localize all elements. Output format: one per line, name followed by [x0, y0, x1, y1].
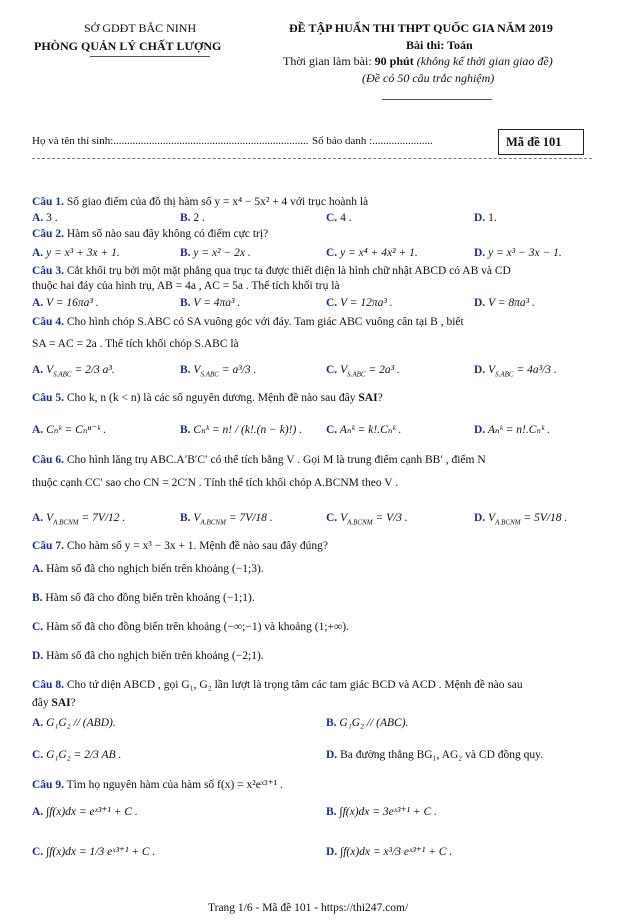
- option-subscript: A.BCNM: [495, 518, 521, 527]
- option-v: V: [190, 364, 201, 376]
- question-text: Cho k, n (k < n) là các số nguyên dương. Mệnh đề nào sau đây: [63, 392, 359, 404]
- option-label: B.: [180, 424, 191, 436]
- option-label: C.: [32, 846, 44, 858]
- option-d: [474, 424, 550, 437]
- option-v: V: [43, 512, 54, 524]
- question-4-line-2: SA = AC = 2a . Thể tích khối chóp S.ABC là: [32, 338, 239, 350]
- option-text: ∫f(x)dx = x³/3 eˣ³⁺¹ + C .: [337, 846, 453, 858]
- question-text: Cho hình lăng trụ ABC.A′B′C′ có thể tích bằng V . Gọi M là trung điểm cạnh BB′ , điểm N: [63, 454, 486, 466]
- option-label: B.: [180, 247, 191, 259]
- option-text: Hàm số đã cho nghịch biến trên khoảng (−1;3).: [43, 563, 264, 575]
- option-subscript: S.ABC: [200, 370, 219, 379]
- option-a: [32, 364, 115, 378]
- candidate-rule: [32, 158, 592, 159]
- option-label: B.: [180, 364, 191, 376]
- question-3: [32, 265, 511, 278]
- option-label: C.: [326, 424, 338, 436]
- option-c: [32, 749, 121, 762]
- option-label: A.: [32, 512, 44, 524]
- option-d: [326, 846, 452, 859]
- option-text: = 5V/18 .: [520, 512, 568, 524]
- option-label: A.: [32, 212, 44, 224]
- option-text: = 2/3 a³.: [71, 364, 115, 376]
- option-d: [474, 212, 497, 225]
- option-v: V: [190, 512, 201, 524]
- question-text: Cắt khối trụ bởi một mặt phẳng qua trục ta được thiết diện là hình chữ nhật ABCD có AB và CD: [63, 265, 511, 277]
- option-b: [180, 424, 302, 437]
- option-b: [180, 364, 256, 378]
- option-label: D.: [32, 650, 44, 662]
- option-c: [326, 512, 408, 526]
- option-text: G₁G₂ // (ABD).: [43, 717, 116, 729]
- question-3-line-2: thuộc hai đáy của hình trụ, AB = 4a , AC = 5a . Thể tích khối trụ là: [32, 280, 340, 292]
- option-label: B.: [326, 717, 337, 729]
- option-a: [32, 297, 99, 310]
- option-c: [326, 364, 400, 378]
- question-label: Câu 9.: [32, 779, 64, 791]
- option-subscript: A.BCNM: [347, 518, 373, 527]
- option-text: = a³/3 .: [218, 364, 257, 376]
- time-value: 90 phút: [374, 54, 414, 68]
- option-label: D.: [474, 212, 486, 224]
- question-text: Cho hình chóp S.ABC có SA vuông góc với đáy. Tam giác ABC vuông cân tại B , biết: [63, 316, 464, 328]
- question-text: Cho hàm số y = x³ − 3x + 1. Mệnh đề nào sau đây đúng?: [63, 540, 329, 552]
- option-subscript: S.ABC: [495, 370, 514, 379]
- option-label: C.: [326, 512, 338, 524]
- option-c: [32, 846, 155, 859]
- option-label: A.: [32, 247, 44, 259]
- option-c: [326, 212, 352, 225]
- candidate-id-label: Số báo danh :......................: [312, 135, 433, 147]
- option-text: V = 16πa³ .: [43, 297, 99, 309]
- question-end: ?: [377, 392, 383, 404]
- question-label: Câu 5.: [32, 392, 64, 404]
- question-4: [32, 316, 464, 329]
- question-label: Câu 6.: [32, 454, 64, 466]
- option-label: D.: [326, 846, 338, 858]
- option-v: V: [485, 512, 496, 524]
- option-d: [474, 297, 535, 310]
- option-label: D.: [474, 364, 486, 376]
- option-label: B.: [180, 512, 191, 524]
- option-d: [474, 364, 557, 378]
- option-b: [180, 297, 240, 310]
- option-d: [326, 749, 543, 762]
- question-text: Tìm họ nguyên hàm của hàm số f(x) = x²eˣ³⁺¹ .: [63, 779, 283, 791]
- question-label: Câu 3.: [32, 265, 64, 277]
- question-emphasis: SAI: [51, 697, 71, 709]
- exam-code: Mã đề 101: [506, 135, 562, 149]
- question-text: Số giao điểm của đồ thị hàm số y = x⁴ − 5x² + 4 với trục hoành là: [63, 196, 369, 208]
- option-c: [326, 297, 393, 310]
- option-c: [32, 621, 349, 634]
- option-label: D.: [474, 424, 486, 436]
- option-text: ∫f(x)dx = 3eˣ³⁺¹ + C .: [336, 806, 437, 818]
- question-text: Cho tứ diện ABCD , gọi G₁, G₂ lần lượt là trọng tâm các tam giác BCD và ACD . Mệnh đề nào sau: [63, 679, 523, 691]
- option-label: D.: [474, 247, 486, 259]
- option-text: = 7V/12 .: [78, 512, 126, 524]
- question-5: [32, 392, 383, 405]
- question-label: Câu 8.: [32, 679, 64, 691]
- option-a: [32, 212, 58, 225]
- question-emphasis: SAI: [358, 392, 378, 404]
- option-text: G₁G₂ // (ABC).: [336, 717, 409, 729]
- option-text: G₁G₂ = 2/3 AB .: [43, 749, 122, 761]
- option-v: V: [337, 364, 348, 376]
- option-a: [32, 806, 138, 819]
- option-subscript: A.BCNM: [53, 518, 79, 527]
- option-a: [32, 512, 125, 526]
- option-text: Ba đường thẳng BG₁, AG₂ và CD đồng quy.: [337, 749, 544, 761]
- option-c: [326, 247, 418, 260]
- option-subscript: S.ABC: [53, 370, 72, 379]
- option-v: V: [337, 512, 348, 524]
- option-text: ∫f(x)dx = eˣ³⁺¹ + C .: [43, 806, 138, 818]
- option-c: [326, 424, 401, 437]
- option-text: y = x³ + 3x + 1.: [43, 247, 120, 259]
- option-a: [32, 247, 120, 260]
- option-text: = 4a³/3 .: [513, 364, 557, 376]
- time-note: (không kể thời gian giao đề): [413, 54, 553, 68]
- time-line: [283, 55, 553, 69]
- question-2: [32, 228, 268, 241]
- page-footer: Trang 1/6 - Mã đề 101 - https://thi247.com/: [208, 902, 409, 914]
- question-1: [32, 196, 368, 209]
- option-text: ∫f(x)dx = 1/3 eˣ³⁺¹ + C .: [43, 846, 156, 858]
- question-9: [32, 779, 283, 792]
- option-label: C.: [326, 247, 338, 259]
- option-label: B.: [32, 592, 43, 604]
- option-label: B.: [180, 297, 191, 309]
- option-label: D.: [474, 512, 486, 524]
- option-label: D.: [326, 749, 338, 761]
- question-label: Câu 2.: [32, 228, 64, 240]
- option-label: A.: [32, 806, 44, 818]
- option-text: 2 .: [190, 212, 205, 224]
- option-text: y = x³ − 3x − 1.: [485, 247, 562, 259]
- question-6: [32, 454, 486, 467]
- option-b: [326, 806, 437, 819]
- option-a: [32, 563, 264, 576]
- option-label: A.: [32, 364, 44, 376]
- option-label: B.: [180, 212, 191, 224]
- option-v: V: [43, 364, 54, 376]
- exam-title: ĐỀ TẬP HUẤN THI THPT QUỐC GIA NĂM 2019: [289, 21, 553, 35]
- option-text: V = 4πa³ .: [190, 297, 241, 309]
- option-text: V = 12πa³ .: [337, 297, 393, 309]
- option-a: [32, 717, 116, 730]
- candidate-name-label: Họ và tên thí sinh:.......................................................................: [32, 135, 309, 147]
- option-text: V = 8πa³ .: [485, 297, 535, 309]
- option-d: [32, 650, 264, 663]
- option-label: D.: [474, 297, 486, 309]
- option-text: Hàm số đã cho đồng biến trên khoảng (−∞;−1) và khoảng (1;+∞).: [43, 621, 349, 633]
- option-b: [32, 592, 255, 605]
- option-label: C.: [32, 621, 44, 633]
- question-8: [32, 679, 523, 692]
- option-label: C.: [32, 749, 44, 761]
- question-label: Câu 4.: [32, 316, 64, 328]
- option-label: A.: [32, 424, 44, 436]
- option-text: Aₙᵏ = n!.Cₙᵏ .: [485, 424, 551, 436]
- count-underline: [382, 99, 492, 100]
- option-b: [180, 247, 251, 260]
- option-label: C.: [326, 297, 338, 309]
- option-a: [32, 424, 106, 437]
- question-text: Hàm số nào sau đây không có điểm cực trị?: [63, 228, 269, 240]
- office-underline: [90, 56, 210, 57]
- option-text: Hàm số đã cho đồng biến trên khoảng (−1;1).: [42, 592, 255, 604]
- option-text: = 7V/18 .: [225, 512, 273, 524]
- subject-label: Bài thi: Toán: [406, 38, 473, 52]
- option-label: C.: [326, 212, 338, 224]
- option-label: A.: [32, 717, 44, 729]
- question-label: Câu 1.: [32, 196, 64, 208]
- option-b: [180, 512, 273, 526]
- question-7: [32, 540, 328, 553]
- option-text: 1.: [485, 212, 497, 224]
- option-text: = 2a³ .: [365, 364, 400, 376]
- option-d: [474, 247, 562, 260]
- option-label: B.: [326, 806, 337, 818]
- option-text: = V/3 .: [372, 512, 408, 524]
- question-end: ?: [70, 697, 76, 709]
- question-label: Câu 7.: [32, 540, 64, 552]
- option-subscript: A.BCNM: [200, 518, 226, 527]
- option-b: [180, 212, 205, 225]
- option-text: Cₙᵏ = n! / (k!.(n − k)!) .: [190, 424, 303, 436]
- option-text: y = x² − 2x .: [190, 247, 251, 259]
- option-label: A.: [32, 297, 44, 309]
- option-label: A.: [32, 563, 44, 575]
- question-6-line-2: thuộc cạnh CC′ sao cho CN = 2C′N . Tính thể tích khối chóp A.BCNM theo V .: [32, 477, 399, 489]
- option-text: Cₙᵏ = Cₙⁿ⁻ᵏ .: [43, 424, 107, 436]
- question-line-2-text: đây: [32, 697, 52, 709]
- option-b: [326, 717, 408, 730]
- time-prefix: Thời gian làm bài:: [283, 54, 375, 68]
- option-text: Hàm số đã cho nghịch biến trên khoảng (−2;1).: [43, 650, 264, 662]
- option-text: Aₙᵏ = k!.Cₙᵏ .: [337, 424, 402, 436]
- option-label: C.: [326, 364, 338, 376]
- question-8-line-2: [32, 697, 76, 710]
- option-subscript: S.ABC: [347, 370, 366, 379]
- dept-name: SỞ GDĐT BẮC NINH: [84, 21, 197, 35]
- option-text: 3 .: [43, 212, 58, 224]
- option-d: [474, 512, 567, 526]
- question-count: (Đề có 50 câu trắc nghiệm): [362, 71, 495, 85]
- option-text: 4 .: [337, 212, 352, 224]
- option-v: V: [485, 364, 496, 376]
- office-name: PHÒNG QUẢN LÝ CHẤT LƯỢNG: [34, 39, 222, 53]
- option-text: y = x⁴ + 4x² + 1.: [337, 247, 418, 259]
